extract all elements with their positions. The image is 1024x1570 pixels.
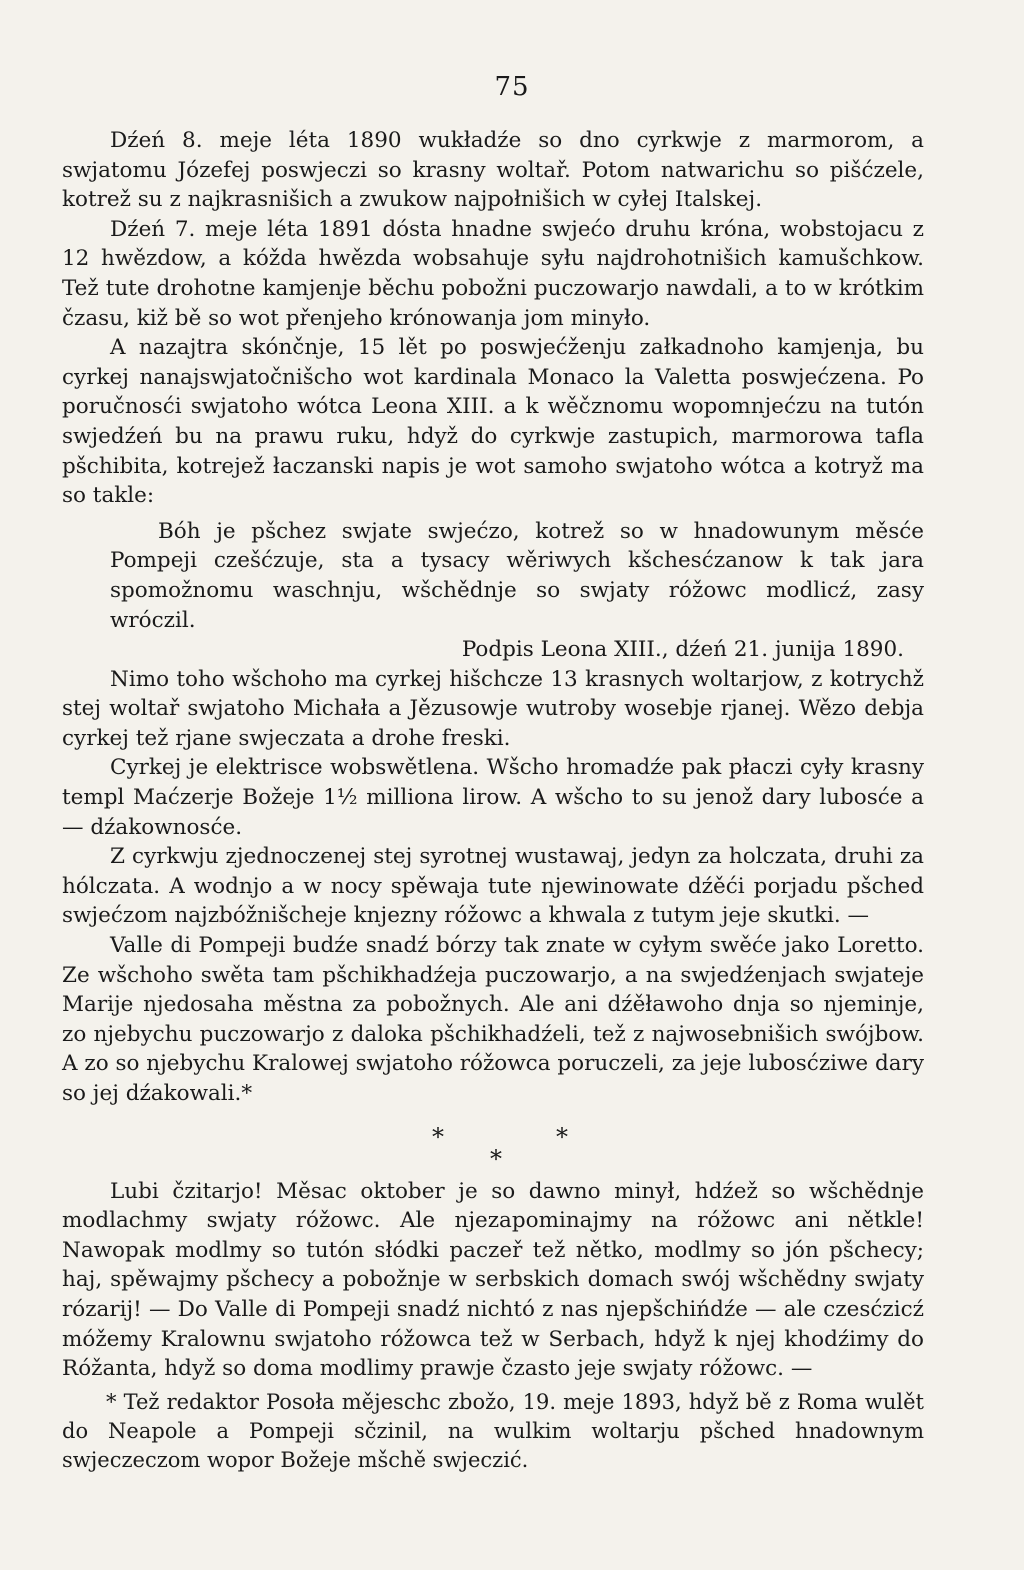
paragraph: A nazajtra skónčnje, 15 lět po poswjećženju załkadnoho kamjenja, bu cyrkej nanajswjatočnišcho wot kardinala Monaco la Valetta poswjećzena. Po poručnosći swjatoho wótca Leona XIII. a k wěčznomu wopomnjećzu na tutón swjedźeń bu na prawu ruku, hdyž do cyrkwje zastupich, marmorowa tafla pšchibita, kotrejež łaczanski napis je wot samoho swjatoho wótca a kotryž ma so takle: <box>62 335 924 509</box>
paragraph: Lubi čzitarjo! Měsac oktober je so dawno minył, hdźež so wšchědnje modlachmy swjaty róžowc. Ale njezapominajmy na róžowc ani nětkle! Nawopak modlmy so tutón słódki paczeř tež nětko, modlmy so jón pšchecy; haj, spěwajmy pšchecy a pobožnje w serbskich domach swój wšchědny swjaty rózarij! — Do Valle di Pompeji snadź nichtó z nas njepšchińdźe — ale czesćzicź móžemy Kralownu swjatoho róžowca tež w Serbach, hdyž k njej khodźimy do Róžanta, hdyž so doma modlimy prawje čzasto jeje swjaty róžowc. — <box>62 1178 924 1382</box>
asterisk-mark: * <box>432 1122 444 1151</box>
footnote <box>62 1388 924 1475</box>
page-number: 75 <box>494 72 530 102</box>
asterisk-mark: * <box>556 1122 568 1151</box>
paragraph: Nimo toho wšchoho ma cyrkej hišchcze 13 krasnych woltarjow, z kotrychž stej woltař swjatoho Michała a Jězusowje wutroby wosebje rjanej. Wězo debja cyrkej tež rjane swjeczata a drohe freski. <box>62 666 924 751</box>
paragraph: Z cyrkwju zjednoczenej stej syrotnej wustawaj, jedyn za holczata, druhi za hólczata. A wodnjo a w nocy spěwaja tute njewinowate dźěći porjadu pšched swjećzom najzbóžnišcheje knjezny róžowc a khwala z tutym jeje skutki. — <box>62 844 924 929</box>
inscription-block <box>62 517 924 665</box>
inscription-text: Bóh je pšchez swjate swjećzo, kotrež so w hnadowunym měsće Pompeji czešćzuje, sta a tysacy wěriwych kšchesćzanow k tak jara spomožnomu waschnju, wšchědnje so swjaty róžowc modlicź, zasy wróczil. <box>110 518 924 633</box>
asterisk-mark: * <box>490 1144 502 1173</box>
footnote-text: * Tež redaktor Posoła mějeschc zbožo, 19. meje 1893, hdyž bě z Roma wulět do Neapole a Pompeji sčzinil, na wulkim woltarju pšched hnadownym swjeczeczom wopor Božeje mšchě swjeczić. <box>62 1390 924 1472</box>
paragraph: Valle di Pompeji budźe snadź bórzy tak znate w cyłym swěće jako Loretto. Ze wšchoho swěta tam pšchikhadźeja puczowarjo, a na swjedźenjach swjateje Marije njedosaha městna za pobožnych. Ale ani dźěławoho dnja so njeminje, zo njebychu puczowarjo z daloka pšchikhadźeli, tež z najwosebnišich swójbow. A zo so njebychu Kralowej swjatoho róžowca poruczeli, za jeje lubosćziwe dary so jej dźakowali.* <box>62 933 924 1106</box>
main-text <box>62 126 924 1384</box>
paragraph: Cyrkej je elektrisce wobswětlena. Wšcho hromadźe pak płaczi cyły krasny templ Maćzerje Božeje 1½ milliona lirow. A wšcho to su jenož dary lubosće a — dźakownosće. <box>62 755 924 840</box>
paragraph: Dźeń 7. meje léta 1891 dósta hnadne swjećo druhu króna, wobstojacu z 12 hwězdow, a kóžda hwězda wobsahuje syłu najdrohotnišich kamušchkow. Tež tute drohotne kamjenje běchu pobožni puczowarjo nawdali, a to w krótkim čzasu, kiž bě so wot přenjeho krónowanja jom minyło. <box>62 216 924 331</box>
inscription-signature: Podpis Leona XIII., dźeń 21. junija 1890. <box>461 637 904 663</box>
paragraph: Dźeń 8. meje léta 1890 wukładźe so dno cyrkwje z marmorom, a swjatomu Józefej poswjeczi so krasny woltař. Potom natwarichu so pišćzele, kotrež su z najkrasnišich a zwukow najpołnišich w cyłej Italskej. <box>62 128 924 213</box>
section-divider <box>62 1115 924 1173</box>
